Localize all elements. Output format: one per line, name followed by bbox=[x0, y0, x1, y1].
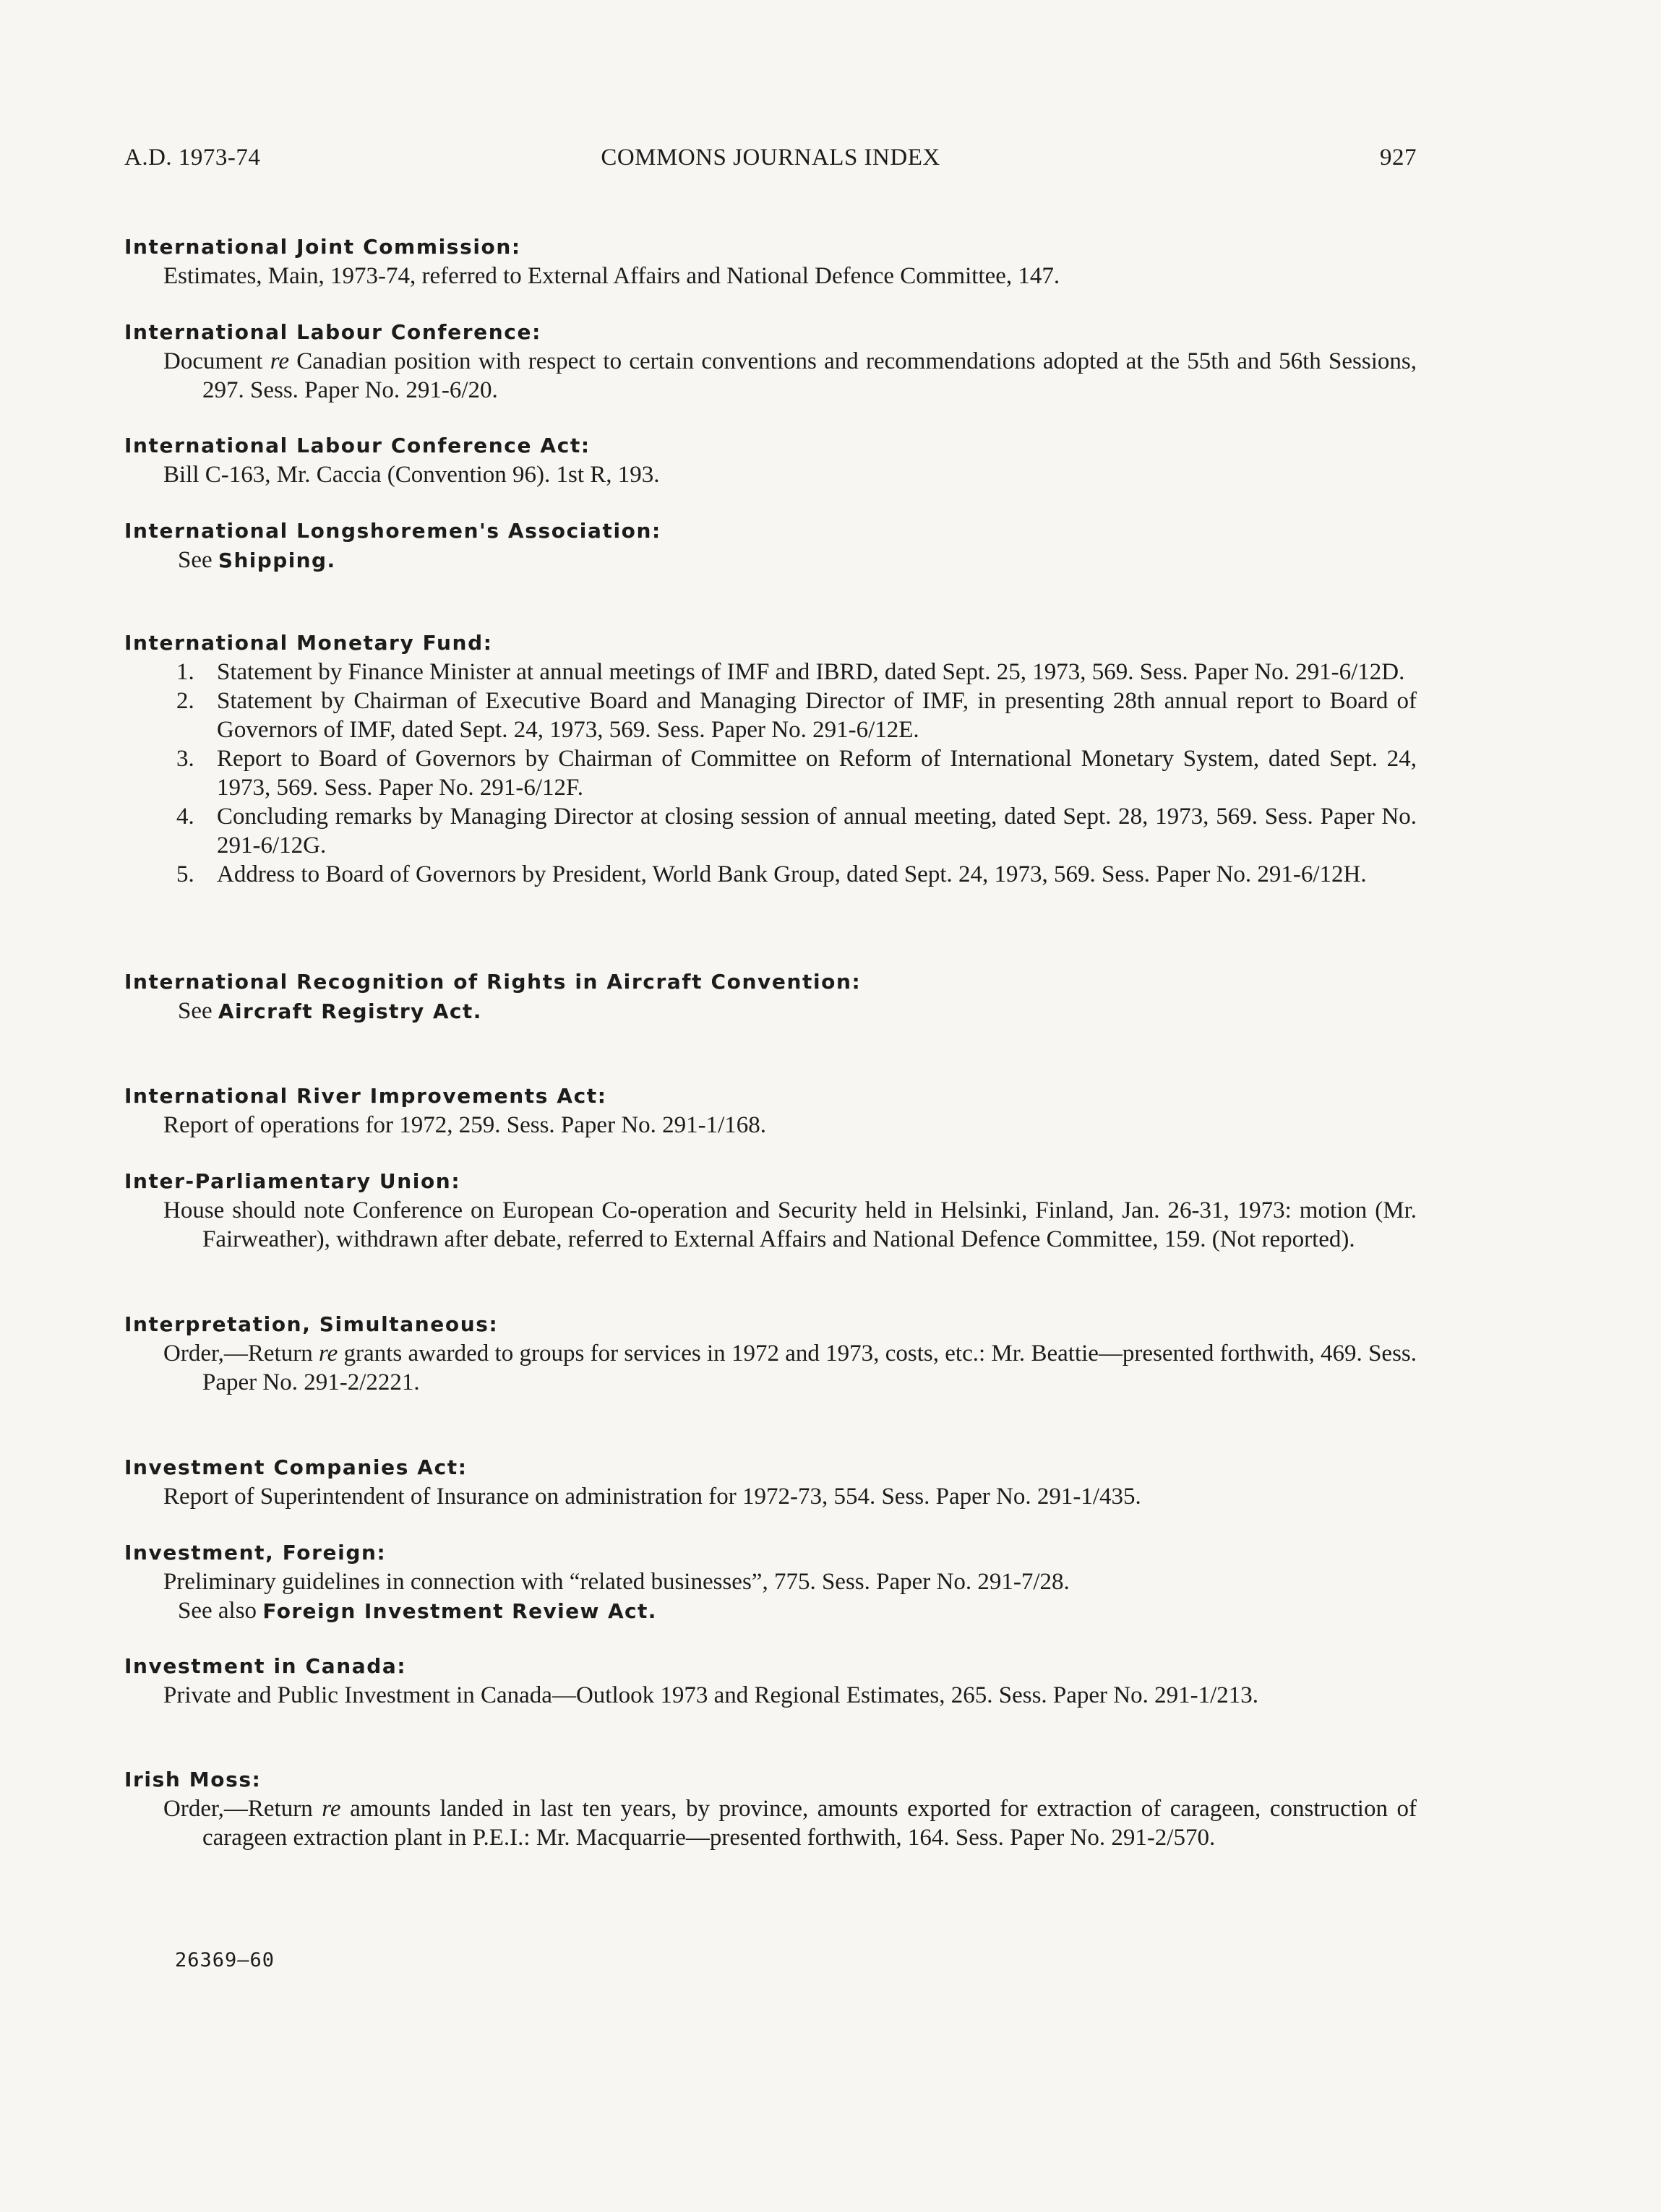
see-reference bbox=[124, 546, 1417, 575]
item-number: 4. bbox=[176, 804, 194, 830]
entry-aircraft-convention bbox=[124, 968, 1417, 1026]
entry-text bbox=[124, 1794, 1417, 1852]
entry-heading: International Monetary Fund: bbox=[124, 631, 493, 655]
cross-reference: Aircraft Registry Act. bbox=[218, 999, 482, 1023]
entry-text: Private and Public Investment in Canada—Outlook 1973 and Regional Estimates, 265. Sess. Paper No. 291-1/213. bbox=[163, 1682, 1259, 1708]
list-item bbox=[124, 860, 1417, 889]
item-text: Report to Board of Governors by Chairman of Committee on Reform of International Monetary System, dated Sept. 24, 1973, 569. Sess. Paper No. 291-6/12F. bbox=[217, 746, 1417, 801]
header-year: A.D. 1973-74 bbox=[124, 145, 261, 171]
entry-text: House should note Conference on European Co-operation and Security held in Helsinki, Finland, Jan. 26-31, 1973: motion (Mr. Fairweather), withdrawn after debate, referred to External Affairs and National Defence Committee, 159. (Not reported). bbox=[163, 1197, 1417, 1252]
text-part: Canadian position with respect to certain conventions and recommendations adopted at the 55th and 56th Sessions, 297. Sess. Paper No. 291-6/20. bbox=[202, 348, 1417, 403]
text-part: grants awarded to groups for services in 1972 and 1973, costs, etc.: Mr. Beattie—presented forthwith, 469. Sess. Paper No. 291-2/2221. bbox=[202, 1340, 1417, 1395]
entry-labour-conference bbox=[124, 318, 1417, 405]
item-text: Address to Board of Governors by President, World Bank Group, dated Sept. 24, 1973, 569. Sess. Paper No. 291-6/12H. bbox=[217, 861, 1367, 887]
entry-heading: Irish Moss: bbox=[124, 1768, 262, 1791]
printer-code: 26369—60 bbox=[175, 1949, 275, 1971]
entry-labour-conference-act bbox=[124, 431, 1417, 489]
entry-monetary-fund bbox=[124, 629, 1417, 889]
entry-river-improvements bbox=[124, 1082, 1417, 1140]
item-number: 3. bbox=[176, 746, 194, 772]
text-part: Order,—Return bbox=[163, 1796, 322, 1822]
entry-heading: Interpretation, Simultaneous: bbox=[124, 1312, 499, 1336]
numbered-list bbox=[124, 658, 1417, 889]
entry-heading: International Labour Conference: bbox=[124, 320, 541, 344]
see-reference bbox=[124, 997, 1417, 1026]
list-item bbox=[124, 658, 1417, 687]
entry-longshoremen bbox=[124, 517, 1417, 575]
entry-heading: International River Improvements Act: bbox=[124, 1084, 607, 1108]
entry-heading: International Recognition of Rights in Aircraft Convention: bbox=[124, 970, 862, 994]
entry-investment-canada bbox=[124, 1652, 1417, 1710]
see-reference bbox=[124, 1596, 1417, 1626]
entry-text bbox=[124, 347, 1417, 405]
text-italic: re bbox=[322, 1796, 341, 1822]
entry-heading: International Joint Commission: bbox=[124, 235, 521, 259]
entry-text: Report of operations for 1972, 259. Sess. Paper No. 291-1/168. bbox=[163, 1112, 767, 1138]
list-item bbox=[124, 687, 1417, 744]
entry-inter-parliamentary bbox=[124, 1167, 1417, 1254]
text-italic: re bbox=[319, 1340, 338, 1367]
item-text: Statement by Finance Minister at annual meetings of IMF and IBRD, dated Sept. 25, 1973, 569. Sess. Paper No. 291-6/12D. bbox=[217, 659, 1405, 685]
item-text: Concluding remarks by Managing Director at closing session of annual meeting, dated Sept. 28, 1973, 569. Sess. Paper No. 291-6/12G. bbox=[217, 804, 1417, 858]
entry-heading: Investment, Foreign: bbox=[124, 1541, 387, 1565]
text-part: amounts landed in last ten years, by province, amounts exported for extraction of carageen, construction of carageen extraction plant in P.E.I.: Mr. Macquarrie—presented forthwith, 164. Sess. Paper No. 291-2/570. bbox=[202, 1796, 1417, 1851]
entry-investment-companies bbox=[124, 1453, 1417, 1511]
entry-irish-moss bbox=[124, 1765, 1417, 1852]
entry-heading: International Labour Conference Act: bbox=[124, 434, 591, 457]
list-item bbox=[124, 802, 1417, 860]
entry-heading: Inter-Parliamentary Union: bbox=[124, 1169, 461, 1193]
page-number: 927 bbox=[1380, 145, 1417, 171]
text-part: Order,—Return bbox=[163, 1340, 319, 1367]
entry-heading: International Longshoremen's Association: bbox=[124, 519, 661, 543]
header-title: COMMONS JOURNALS INDEX bbox=[601, 145, 940, 171]
entry-interpretation bbox=[124, 1310, 1417, 1397]
entry-text: Report of Superintendent of Insurance on administration for 1972-73, 554. Sess. Paper No. 291-1/435. bbox=[163, 1484, 1141, 1510]
item-number: 2. bbox=[176, 688, 194, 714]
entry-joint-commission bbox=[124, 233, 1417, 291]
text-italic: re bbox=[270, 348, 289, 374]
list-item bbox=[124, 744, 1417, 802]
entry-text bbox=[124, 1339, 1417, 1397]
entry-text: Estimates, Main, 1973-74, referred to External Affairs and National Defence Committee, 147. bbox=[163, 263, 1060, 289]
text-part: Document bbox=[163, 348, 270, 374]
cross-reference: Foreign Investment Review Act. bbox=[262, 1599, 657, 1623]
see-label: See also bbox=[178, 1598, 263, 1624]
entry-investment-foreign bbox=[124, 1538, 1417, 1626]
see-label: See bbox=[178, 547, 218, 573]
cross-reference: Shipping. bbox=[218, 548, 336, 572]
item-number: 5. bbox=[176, 861, 194, 887]
entry-heading: Investment in Canada: bbox=[124, 1654, 407, 1678]
see-label: See bbox=[178, 998, 218, 1024]
item-text: Statement by Chairman of Executive Board and Managing Director of IMF, in presenting 28th annual report to Board of Governors of IMF, dated Sept. 24, 1973, 569. Sess. Paper No. 291-6/12E. bbox=[217, 688, 1417, 743]
item-number: 1. bbox=[176, 659, 194, 685]
entry-text: Bill C-163, Mr. Caccia (Convention 96). 1st R, 193. bbox=[163, 462, 660, 488]
entry-heading: Investment Companies Act: bbox=[124, 1455, 468, 1479]
entry-text: Preliminary guidelines in connection with “related businesses”, 775. Sess. Paper No. 291-7/28. bbox=[163, 1569, 1070, 1595]
